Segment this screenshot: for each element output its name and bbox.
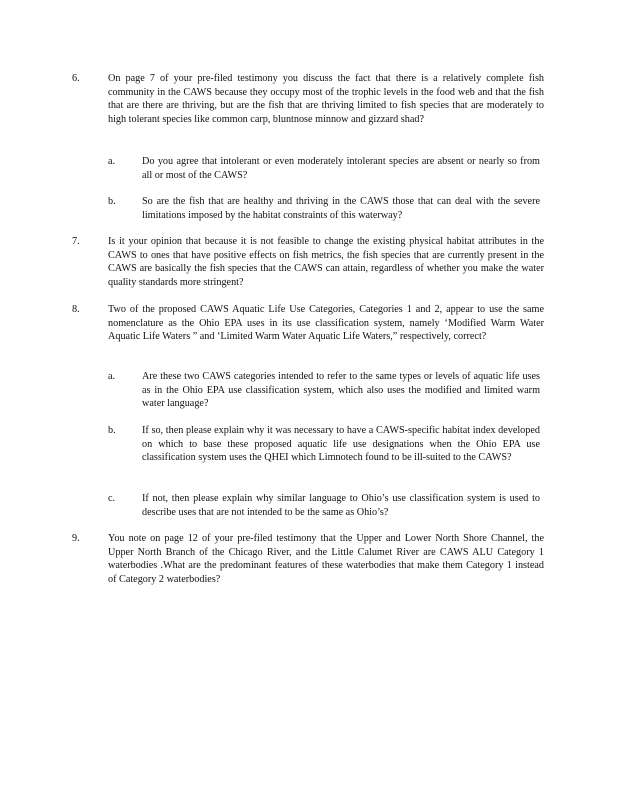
sub-text: So are the fish that are healthy and thriving in the CAWS those that can deal with the severe limitations imposed by the habitat constraints of this waterway? (142, 196, 540, 221)
sub-text: If so, then please explain why it was necessary to have a CAWS-specific habitat index developed on which to base these proposed aquatic life use designations when the Ohio EPA use classification system uses the QHEI which Limnotech found to be ill-suited to the CAWS? (142, 425, 540, 464)
question-9 (72, 532, 544, 586)
sub-letter: b. (108, 196, 116, 207)
sub-letter: b. (108, 425, 116, 436)
question-8c (108, 492, 540, 519)
question-text: Is it your opinion that because it is not feasible to change the existing physical habitat attributes in the CAWS to ones that have positive effects on fish metrics, the fish species that are currently present in the CAWS are basically the fish species that the CAWS can attain, regardless of whether you make the water quality standards more stringent? (108, 236, 544, 288)
question-text: On page 7 of your pre-filed testimony you discuss the fact that there is a relatively complete fish community in the CAWS because they occupy most of the trophic levels in the food web and that the fish that are there are thriving, but are the fish that are thriving limited to fish species that are moderately to high tolerant species like common carp, bluntnose minnow and gizzard shad? (108, 73, 544, 125)
question-7 (72, 235, 544, 289)
question-8a (108, 370, 540, 411)
question-number: 8. (72, 304, 80, 315)
question-6b (108, 195, 540, 222)
question-number: 9. (72, 533, 80, 544)
question-8 (72, 303, 544, 344)
question-text: You note on page 12 of your pre-filed testimony that the Upper and Lower North Shore Channel, the Upper North Branch of the Chicago River, and the Little Calumet River are CAWS ALU Category 1 waterbodies .What are the predominant features of these waterbodies that make them Category 1 instead of Category 2 waterbodies? (108, 533, 544, 585)
question-6 (72, 72, 544, 126)
question-text: Two of the proposed CAWS Aquatic Life Use Categories, Categories 1 and 2, appear to use the same nomenclature as the Ohio EPA uses in its use classification system, namely ‘Modified Warm Water Aquatic Life Waters ” and ‘Limited Warm Water Aquatic Life Waters,” respectively, correct? (108, 304, 544, 343)
sub-letter: a. (108, 371, 116, 382)
question-number: 6. (72, 73, 80, 84)
sub-letter: c. (108, 493, 116, 504)
sub-text: Are these two CAWS categories intended to refer to the same types or levels of aquatic life uses as in the Ohio EPA use classification system, which also uses the modified and limited warm water language? (142, 371, 540, 410)
sub-letter: a. (108, 156, 116, 167)
question-number: 7. (72, 236, 80, 247)
question-8b (108, 424, 540, 465)
sub-text: Do you agree that intolerant or even moderately intolerant species are absent or nearly so from all or most of the CAWS? (142, 156, 540, 181)
sub-text: If not, then please explain why similar language to Ohio’s use classification system is used to describe uses that are not intended to be the same as Ohio’s? (142, 493, 540, 518)
question-6a (108, 155, 540, 182)
